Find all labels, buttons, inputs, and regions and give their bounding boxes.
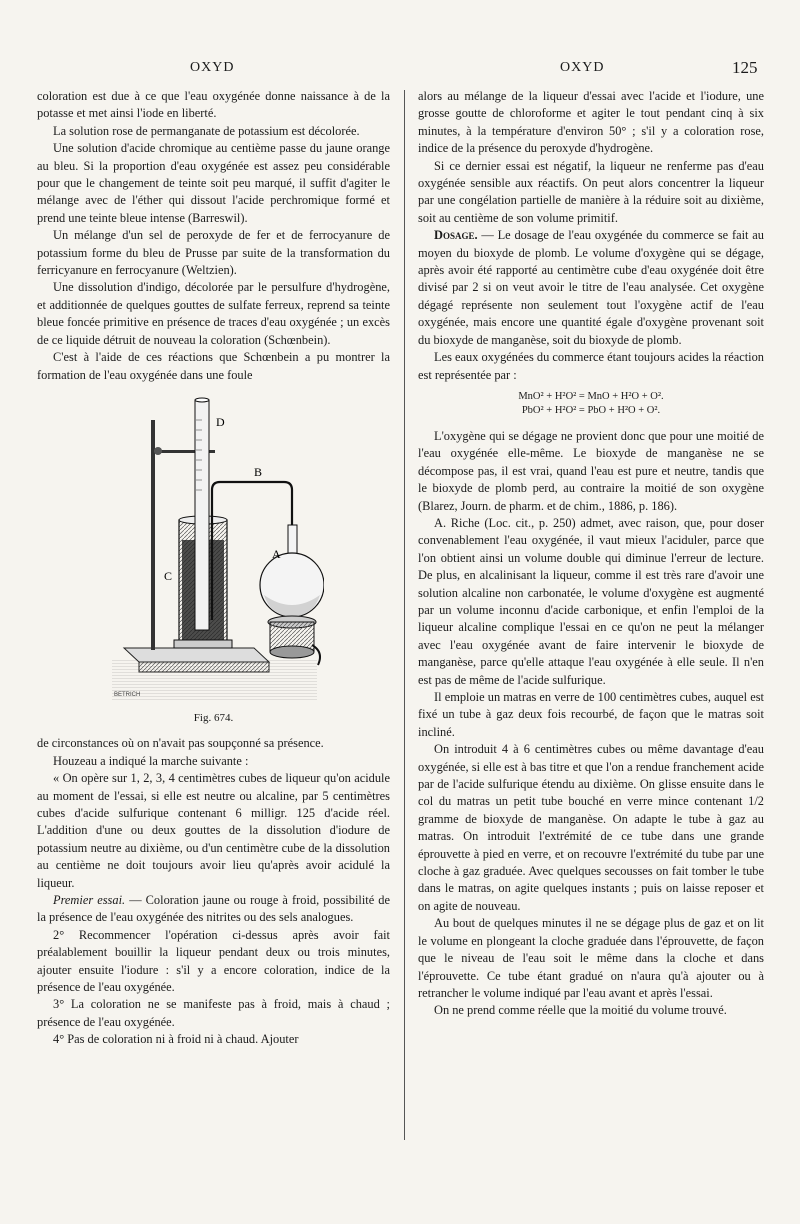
left-column	[37, 88, 390, 1049]
paragraph: Si ce dernier essai est négatif, la liqueur ne renferme pas d'eau oxygénée sensible aux réactifs. On peut alors concentrer la liqueur par une congélation partielle de manière à la réduire soit au dixième, soit au centième de son volume primitif.	[418, 158, 764, 225]
paragraph: de circonstances où on n'avait pas soupçonné sa présence.	[37, 736, 324, 751]
paragraph: Une solution d'acide chromique au centième passe du jaune orange au bleu. Si la proportion d'eau oxygénée est assez peu considérable pour que le changement de teinte soit peu marqué, il suffit d'agiter le mélange avec de l'éther qui dissout l'acide perchromique formé et prend une teinte bleue intense (Barreswil).	[37, 141, 390, 225]
formula-line: PbO² + H²O² = PbO + H²O + O².	[521, 404, 661, 416]
column-divider	[404, 90, 405, 1140]
paragraph: « On opère sur 1, 2, 3, 4 centimètres cubes de liqueur qu'on acidule au moment de l'essai, si elle est neutre ou alcaline, par 5 centimètres cubes d'acide sulfurique contenant 6 milligr. 125 d'acide réel. L'addition d'une ou deux gouttes de la dissolution d'iodure de potassium neutre au dixième, ou d'un centimètre cube de la dissolution au centième ne doit toujours avoir lieu qu'après avoir acidulé la liqueur.	[37, 771, 390, 890]
premier-essai-text: — Coloration jaune ou rouge à froid, possibilité de la présence de l'eau oxygénée des nitrites ou des sels analogues.	[37, 892, 390, 925]
paragraph: C'est à l'aide de ces réactions que Schœnbein a pu montrer la formation de l'eau oxygénée dans une foule	[37, 350, 390, 382]
figure-label-d: D	[215, 414, 225, 429]
paragraph: coloration est due à ce que l'eau oxygénée donne naissance à de la potasse et met ainsi l'iode en liberté.	[37, 89, 390, 121]
paragraph	[418, 227, 764, 349]
premier-essai-label: Premier essai.	[53, 892, 126, 907]
paragraph: Houzeau a indiqué la marche suivante :	[53, 753, 249, 768]
figure-label-a: A	[271, 546, 281, 561]
dosage-text: — Le dosage de l'eau oxygénée du commerce se fait au moyen du bioxyde de plomb. Le volume d'oxygène qui se dégage, après avoir été rapporté au centimètre cube d'eau oxygénée doit être divisé par 2 si on veut avoir le titre de l'eau analysée. Cet oxygène dégagé représente non seulement tout l'oxygène actif de l'eau oxygénée, mais encore une quantité égale d'oxygène provenant soit du bioxyde de manganèse, soit du bioxyde de plomb.	[418, 228, 764, 347]
paragraph: 3° La coloration ne se manifeste pas à froid, mais à chaud ; présence de l'eau oxygénée.	[37, 997, 390, 1029]
paragraph: 2° Recommencer l'opération ci-dessus après avoir fait préalablement bouillir la liqueur pendant deux ou trois minutes, ajouter ensuite l'iodure : s'il y a encore coloration, indice de la présence de l'eau oxygénée.	[37, 927, 390, 994]
figure-label-c: C	[163, 568, 172, 583]
reaction-formulas	[418, 390, 764, 418]
page-number: 125	[732, 58, 758, 77]
right-column	[418, 88, 764, 1020]
paragraph: Il emploie un matras en verre de 100 centimètres cubes, auquel est fixé un tube à gaz deux fois recourbé, de façon que le matras soit incliné.	[418, 690, 764, 739]
engraver-signature: BETRICH	[113, 691, 140, 698]
paragraph: 4° Pas de coloration ni à froid ni à chaud. Ajouter	[53, 1032, 299, 1047]
paragraph: L'oxygène qui se dégage ne provient donc que pour une moitié de l'eau oxygénée elle-même. Le bioxyde de manganèse ne se décompose pas, il est vrai, quand l'eau est pure et neutre, tandis que le bioxyde de plomb perd, au contraire la moitié de son oxygène (Blarez, Journ. de pharm. et de chim., 1886, p. 186).	[418, 428, 764, 513]
header-right-title: OXYD	[560, 60, 605, 75]
running-header	[0, 60, 800, 82]
header-left-title: OXYD	[190, 60, 235, 75]
apparatus-figure	[37, 390, 390, 708]
paragraph: Une dissolution d'indigo, décolorée par le persulfure d'hydrogène, et additionnée de quelques gouttes de sulfate ferreux, reprend sa teinte bleue foncée primitive en présence de traces d'eau oxygénée ; un excès de ce liquide détruit de nouveau la coloration (Schœnbein).	[37, 280, 390, 347]
formula-line: MnO² + H²O² = MnO + H²O + O².	[518, 390, 664, 402]
paragraph	[37, 892, 390, 927]
paragraph: On ne prend comme réelle que la moitié du volume trouvé.	[434, 1003, 727, 1018]
paragraph: La solution rose de permanganate de potassium est décolorée.	[53, 123, 360, 138]
dosage-heading: Dosage.	[434, 228, 478, 243]
figure-label-b: B	[253, 464, 262, 479]
paragraph: Un mélange d'un sel de peroxyde de fer et de ferrocyanure de potassium forme du bleu de Prusse par suite de la transformation du ferricyanure en ferrocyanure (Weltzien).	[37, 228, 390, 278]
paragraph: On introduit 4 à 6 centimètres cubes ou même davantage d'eau oxygénée, si elle est à bas titre et que l'on a rendue franchement acide par de l'acide sulfurique étendu au dixième. On glisse ensuite dans le col du matras un petit tube bouché en verre mince contenant 1/2 gramme de bioxyde de manganèse. On adapte le tube à gaz au matras. On introduit l'extrémité de ce tube dans une grande éprouvette à pied en verre, et on recouvre l'extrémité du tube par une cloche à gaz graduée. Avec quelques secousses on fait tomber le tube dans le matras, on agite quelques instants ; puis on laisse reposer et on agite de nouveau.	[418, 742, 764, 913]
paragraph: Les eaux oxygénées du commerce étant toujours acides la réaction est représentée par :	[418, 350, 764, 382]
paragraph: alors au mélange de la liqueur d'essai avec l'acide et l'iodure, une grosse goutte de chloroforme et agiter le tout pendant cinq à six minutes, à la température d'environ 50° ; s'il y a coloration rose, indice de la présence du peroxyde d'hydrogène.	[418, 89, 764, 156]
figure-caption: Fig. 674.	[193, 711, 234, 724]
paragraph: A. Riche (Loc. cit., p. 250) admet, avec raison, que, pour doser convenablement l'eau oxygénée, il vaut mieux l'aciduler, parce que l'on obtient ainsi un volume double qui diminue l'erreur de lecture. De plus, en alcalinisant la liqueur, comme il est très rare d'avoir une solution alcaline non carbonatée, le volume d'oxygène est augmenté par un volume inconnu d'acide carbonique, et enfin l'emploi de la liqueur alcaline complique l'essai en ce qu'on ne peut la mélanger avec l'eau oxygénée avant de faire intervenir le bioxyde de manganèse, parce qu'elle attaque l'eau oxygénée à elle seule. Il n'en est pas de même de l'acide sulfurique.	[418, 515, 764, 687]
paragraph: Au bout de quelques minutes il ne se dégage plus de gaz et on lit le volume en plongeant la cloche graduée dans l'éprouvette, de façon que le niveau de l'eau soit le même dans la cloche et dans l'éprouvette. Ce tube étant gradué on n'aura qu'à ajouter ou à retrancher le volume indiqué par l'eau avant et après l'essai.	[418, 916, 764, 1000]
apparatus-illustration	[104, 390, 324, 708]
